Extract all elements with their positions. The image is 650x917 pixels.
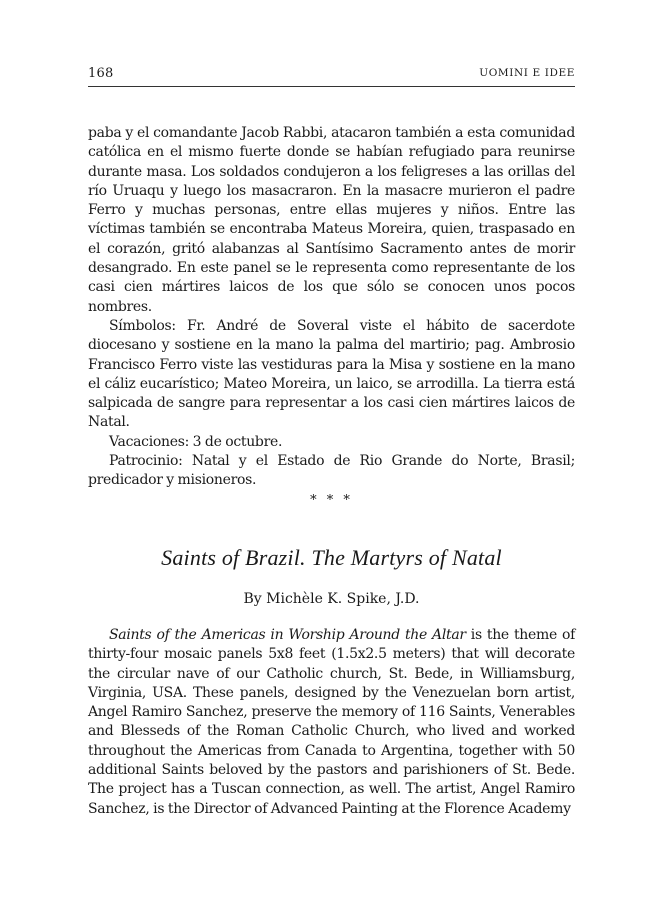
paragraph: Símbolos: Fr. André de Soveral viste el hábito de sacerdote diocesano y sostiene en la mano la palma del martirio; pag. Ambrosio Francisco Ferro viste las vestiduras para la Misa y sostiene en la mano el cáliz eucarístico; Mateo Moreira, un laico, se arrodilla. La tierra está salpicada de sangre para representar a los casi cien mártires laicos de Natal. — [88, 317, 575, 431]
section-separator: * * * — [310, 493, 353, 508]
running-head: UOMINI E IDEE — [479, 67, 575, 79]
page-header — [88, 62, 575, 87]
paragraph: paba y el comandante Jacob Rabbi, atacaron también a esta comunidad católica en el mismo fuerte donde se habían refugiado para reunirse durante masa. Los soldados condujeron a los feligreses a las orillas del río Uruaqu y luego los masacraron. En la masacre murieron el padre Ferro y muchas personas, entre ellas mujeres y niños. Entre las víctimas también se encontraba Mateus Moreira, quien, traspasado en el corazón, gritó alabanzas al Santísimo Sacramento antes de morir desangrado. En este panel se le representa como representante de los casi cien mártires laicos de los que sólo se conocen unos pocos nombres. — [88, 125, 575, 315]
paragraph — [88, 626, 575, 819]
spanish-section — [88, 124, 575, 491]
article-byline: By Michèle K. Spike, J.D. — [243, 591, 420, 607]
page-number: 168 — [88, 66, 114, 81]
paragraph-text: is the theme of thirty-four mosaic panels 5x8 feet (1.5x2.5 meters) that will decorate the circular nave of our Catholic church, St. Bede, in Williamsburg, Virginia, USA. These panels, designed by the Venezuelan born artist, Angel Ramiro Sanchez, preserve the memory of 116 Saints, Venerables and Blesseds of the Roman Catholic Church, who lived and worked throughout the Americas from Canada to Argentina, together with 50 additional Saints beloved by the pastors and parishioners of St. Bede. The project has a Tuscan connection, as well. The artist, Angel Ramiro Sanchez, is the Director of Advanced Painting at the Florence Academy — [88, 627, 575, 817]
paragraph: Vacaciones: 3 de octubre. — [109, 433, 283, 450]
italic-title-phrase: Saints of the Americas in Worship Around the Altar — [109, 627, 466, 643]
article-body — [88, 626, 575, 819]
article-title: Saints of Brazil. The Martyrs of Natal — [161, 545, 502, 570]
paragraph: Patrocinio: Natal y el Estado de Rio Grande do Norte, Brasil; predicador y misioneros. — [88, 453, 575, 489]
